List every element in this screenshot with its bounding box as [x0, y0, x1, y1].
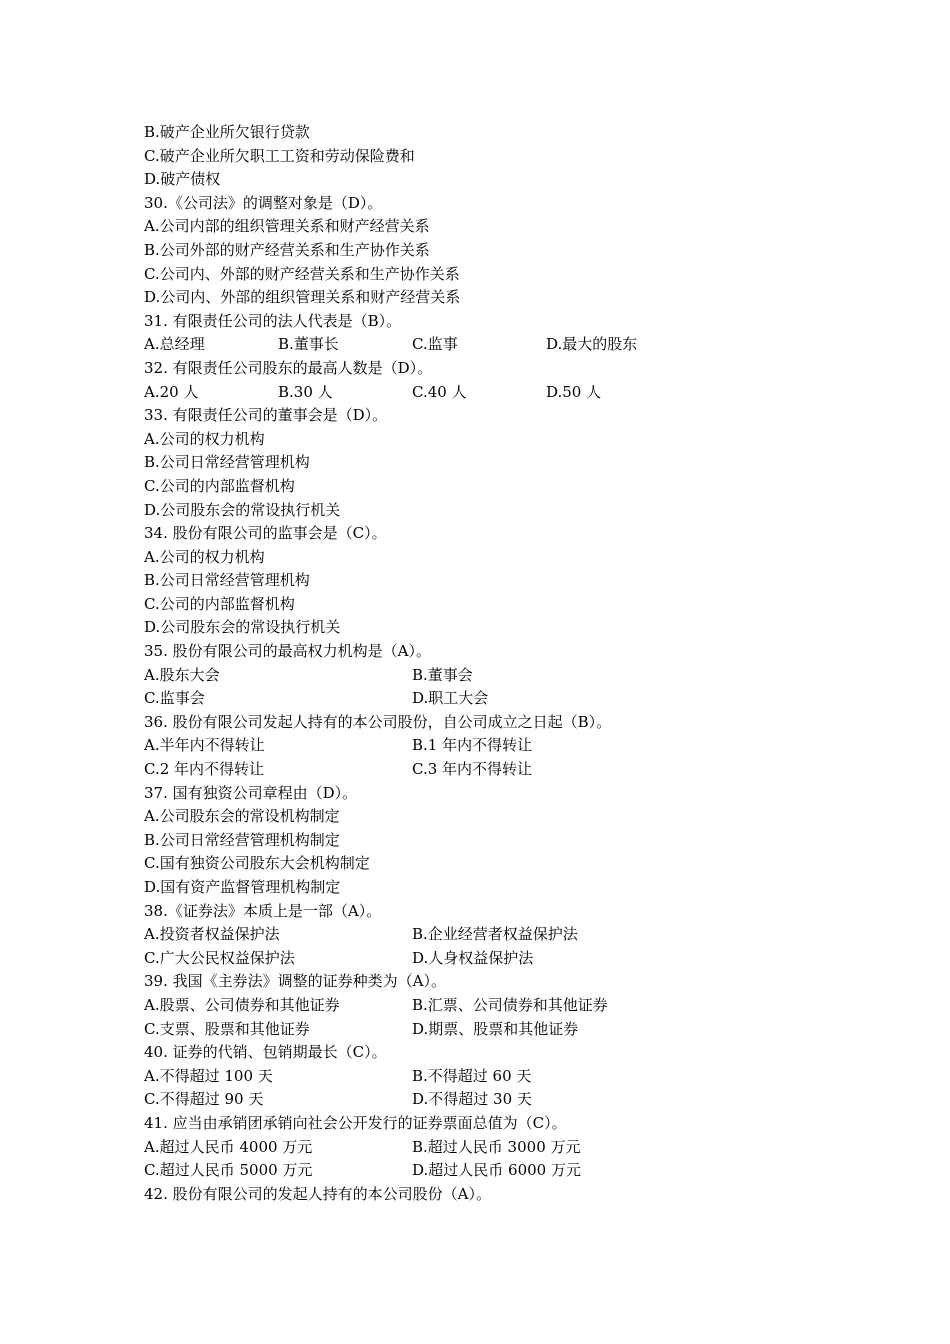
option-line: B.公司日常经营管理机构	[144, 571, 310, 590]
question-line: 39. 我国《主券法》调整的证券种类为（A）。	[144, 972, 446, 991]
answer-option: D.50 人	[546, 382, 602, 401]
answer-option: D.最大的股东	[546, 335, 638, 354]
question-line: 41. 应当由承销团承销向社会公开发行的证券票面总值为（C）。	[144, 1113, 567, 1132]
option-line: A.公司的权力机构	[144, 547, 265, 566]
answer-option: D.职工大会	[412, 689, 489, 708]
option-row	[144, 664, 844, 688]
answer-option: C.不得超过 90 天	[144, 1090, 264, 1109]
option-row	[144, 947, 844, 971]
answer-option: B.1 年内不得转让	[412, 736, 533, 755]
answer-option: C.支票、股票和其他证券	[144, 1019, 310, 1038]
answer-option: B.董事会	[412, 665, 473, 684]
option-line: D.国有资产监督管理机构制定	[144, 878, 341, 896]
option-line: D.公司股东会的常设执行机关	[144, 500, 341, 519]
option-row	[144, 1088, 844, 1112]
answer-option: D.人身权益保护法	[412, 948, 534, 967]
answer-option: B.30 人	[278, 382, 333, 401]
answer-option: B.董事长	[278, 335, 339, 354]
question-line: 36. 股份有限公司发起人持有的本公司股份，自公司成立之日起（B）。	[144, 712, 612, 731]
answer-option: C.2 年内不得转让	[144, 760, 265, 779]
answer-option: B.企业经营者权益保护法	[412, 925, 578, 944]
answer-option: B.不得超过 60 天	[412, 1066, 532, 1085]
answer-option: D.超过人民币 6000 万元	[412, 1161, 581, 1180]
question-line: 31. 有限责任公司的法人代表是（B）。	[144, 311, 402, 330]
answer-option: D.不得超过 30 天	[412, 1090, 532, 1109]
question-line: 37. 国有独资公司章程由（D）。	[144, 783, 358, 802]
option-line: A.公司的权力机构	[144, 429, 265, 448]
answer-option: A.20 人	[144, 382, 199, 401]
answer-option: A.股票、公司债券和其他证券	[144, 995, 340, 1014]
answer-option: A.股东大会	[144, 665, 220, 684]
question-line: 30.《公司法》的调整对象是（D）。	[144, 193, 383, 212]
option-row	[144, 1018, 844, 1042]
option-row	[144, 994, 844, 1018]
option-line: B.公司日常经营管理机构	[144, 453, 310, 472]
option-line: C.公司的内部监督机构	[144, 476, 295, 495]
option-row	[144, 381, 844, 405]
answer-option: C.监事会	[144, 689, 205, 708]
option-line: D.破产债权	[144, 170, 221, 189]
option-line: A.公司股东会的常设机构制定	[144, 807, 340, 826]
question-line: 32. 有限责任公司股东的最高人数是（D）。	[144, 358, 433, 377]
question-line: 34. 股份有限公司的监事会是（C）。	[144, 524, 387, 543]
option-line: C.公司内、外部的财产经营关系和生产协作关系	[144, 264, 460, 283]
option-row	[144, 1065, 844, 1089]
answer-option: C.40 人	[412, 382, 467, 401]
question-line: 42. 股份有限公司的发起人持有的本公司股份（A）。	[144, 1184, 491, 1203]
answer-option: C.3 年内不得转让	[412, 760, 533, 779]
option-row	[144, 758, 844, 782]
option-line: C.破产企业所欠职工工资和劳动保险费和	[144, 146, 415, 165]
option-line: C.国有独资公司股东大会机构制定	[144, 854, 370, 873]
option-line: A.公司内部的组织管理关系和财产经营关系	[144, 217, 430, 236]
answer-option: C.监事	[412, 335, 458, 354]
option-line: B.公司外部的财产经营关系和生产协作关系	[144, 240, 430, 259]
option-line: B.公司日常经营管理机构制定	[144, 830, 340, 849]
option-row	[144, 687, 844, 711]
answer-option: D.期票、股票和其他证券	[412, 1019, 579, 1038]
answer-option: C.广大公民权益保护法	[144, 948, 295, 967]
answer-option: B.超过人民币 3000 万元	[412, 1137, 581, 1156]
answer-option: A.总经理	[144, 335, 205, 354]
answer-option: A.投资者权益保护法	[144, 925, 280, 944]
option-row	[144, 923, 844, 947]
option-row	[144, 734, 844, 758]
option-row	[144, 1136, 844, 1160]
answer-option: A.半年内不得转让	[144, 736, 265, 755]
option-row	[144, 1159, 844, 1183]
question-line: 40. 证券的代销、包销期最长（C）。	[144, 1043, 387, 1062]
option-line: D.公司内、外部的组织管理关系和财产经营关系	[144, 288, 461, 307]
question-line: 38.《证券法》本质上是一部（A）。	[144, 901, 382, 920]
answer-option: A.不得超过 100 天	[144, 1066, 273, 1085]
answer-option: A.超过人民币 4000 万元	[144, 1137, 313, 1156]
option-line: B.破产企业所欠银行贷款	[144, 123, 310, 141]
option-line: D.公司股东会的常设执行机关	[144, 618, 341, 637]
answer-option: C.超过人民币 5000 万元	[144, 1161, 313, 1180]
option-row	[144, 333, 844, 357]
question-line: 33. 有限责任公司的董事会是（D）。	[144, 406, 388, 425]
option-line: C.公司的内部监督机构	[144, 594, 295, 613]
answer-option: B.汇票、公司债券和其他证券	[412, 995, 608, 1014]
document-body	[144, 121, 844, 1206]
question-line: 35. 股份有限公司的最高权力机构是（A）。	[144, 642, 431, 661]
